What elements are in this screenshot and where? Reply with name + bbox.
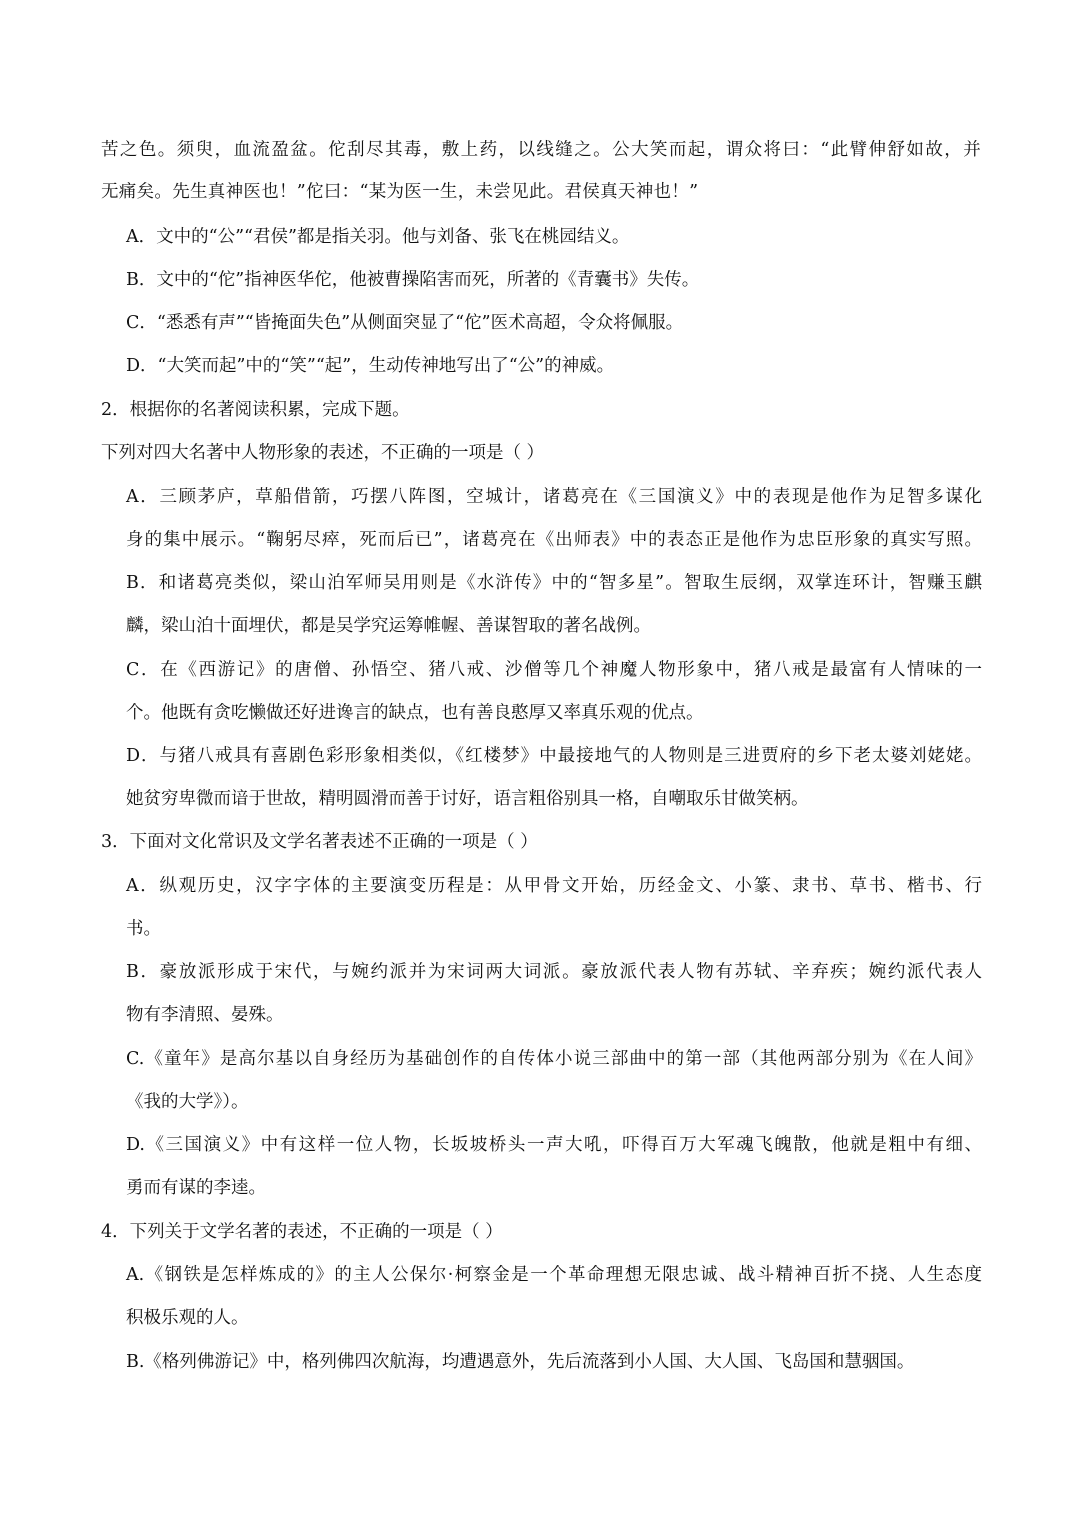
q2-option-d-line-1: D．与猪八戒具有喜剧色彩形象相类似，《红楼梦》中最接地气的人物则是三进贾府的乡下老太婆刘姥姥。 bbox=[126, 746, 982, 766]
q3-option-a-line-2: 书。 bbox=[126, 919, 161, 939]
q2-option-d-line-2: 她贫穷卑微而谙于世故，精明圆滑而善于讨好，语言粗俗别具一格，自嘲取乐甘做笑柄。 bbox=[126, 789, 809, 809]
passage-line-2: 无痛矣。先生真神医也！”佗曰：“某为医一生，未尝见此。君侯真天神也！” bbox=[101, 182, 699, 202]
q1-option-d: D．“大笑而起”中的“笑”“起”，生动传神地写出了“公”的神威。 bbox=[126, 356, 615, 376]
q2-option-b-line-1: B．和诸葛亮类似，梁山泊军师吴用则是《水浒传》中的“智多星”。智取生辰纲，双掌连环计，智赚玉麒 bbox=[126, 573, 982, 593]
q2-title: 2．根据你的名著阅读积累，完成下题。 bbox=[101, 400, 410, 420]
q1-option-b: B．文中的“佗”指神医华佗，他被曹操陷害而死，所著的《青囊书》失传。 bbox=[126, 270, 700, 290]
q2-option-a-line-2: 身的集中展示。“鞠躬尽瘁，死而后已”，诸葛亮在《出师表》中的表态正是他作为忠臣形象的真实写照。 bbox=[126, 530, 982, 550]
q2-option-c-line-1: C．在《西游记》的唐僧、孙悟空、猪八戒、沙僧等几个神魔人物形象中，猪八戒是最富有人情味的一 bbox=[126, 660, 982, 680]
q3-option-d-line-1: D.《三国演义》中有这样一位人物，长坂坡桥头一声大吼，吓得百万大军魂飞魄散，他就是粗中有细、 bbox=[126, 1135, 982, 1155]
q2-option-a-line-1: A．三顾茅庐，草船借箭，巧摆八阵图，空城计，诸葛亮在《三国演义》中的表现是他作为足智多谋化 bbox=[126, 487, 982, 507]
q3-title: 3．下面对文化常识及文学名著表述不正确的一项是（ ） bbox=[101, 832, 538, 852]
q2-option-c-line-2: 个。他既有贪吃懒做还好进谗言的缺点，也有善良憨厚又率真乐观的优点。 bbox=[126, 703, 704, 723]
q3-option-d-line-2: 勇而有谋的李逵。 bbox=[126, 1178, 266, 1198]
q1-option-a: A．文中的“公”“君侯”都是指关羽。他与刘备、张飞在桃园结义。 bbox=[126, 227, 630, 247]
q4-title: 4．下列关于文学名著的表述，不正确的一项是（ ） bbox=[101, 1222, 503, 1242]
q3-option-b-line-1: B．豪放派形成于宋代，与婉约派并为宋词两大词派。豪放派代表人物有苏轼、辛弃疾；婉约派代表人 bbox=[126, 962, 982, 982]
q3-option-c-line-1: C.《童年》是高尔基以自身经历为基础创作的自传体小说三部曲中的第一部（其他两部分别为《在人间》 bbox=[126, 1049, 982, 1069]
q4-option-a-line-2: 积极乐观的人。 bbox=[126, 1308, 249, 1328]
q2-option-b-line-2: 麟，梁山泊十面埋伏，都是吴学究运筹帷幄、善谋智取的著名战例。 bbox=[126, 616, 651, 636]
q1-option-c: C．“悉悉有声”“皆掩面失色”从侧面突显了“佗”医术高超，令众将佩服。 bbox=[126, 313, 684, 333]
q2-stem: 下列对四大名著中人物形象的表述，不正确的一项是（ ） bbox=[101, 443, 545, 463]
q3-option-a-line-1: A．纵观历史，汉字字体的主要演变历程是：从甲骨文开始，历经金文、小篆、隶书、草书、楷书、行 bbox=[126, 876, 982, 896]
q3-option-c-line-2: 《我的大学》）。 bbox=[126, 1092, 249, 1112]
q4-option-b-line-1: B.《格列佛游记》中，格列佛四次航海，均遭遇意外，先后流落到小人国、大人国、飞岛国和慧骃国。 bbox=[126, 1352, 915, 1372]
q3-option-b-line-2: 物有李清照、晏殊。 bbox=[126, 1005, 284, 1025]
passage-line-1: 苦之色。须臾，血流盈盆。佗刮尽其毒，敷上药，以线缝之。公大笑而起，谓众将曰：“此臂伸舒如故，并 bbox=[101, 140, 981, 160]
q4-option-a-line-1: A.《钢铁是怎样炼成的》的主人公保尔·柯察金是一个革命理想无限忠诚、战斗精神百折不挠、人生态度 bbox=[126, 1265, 982, 1285]
